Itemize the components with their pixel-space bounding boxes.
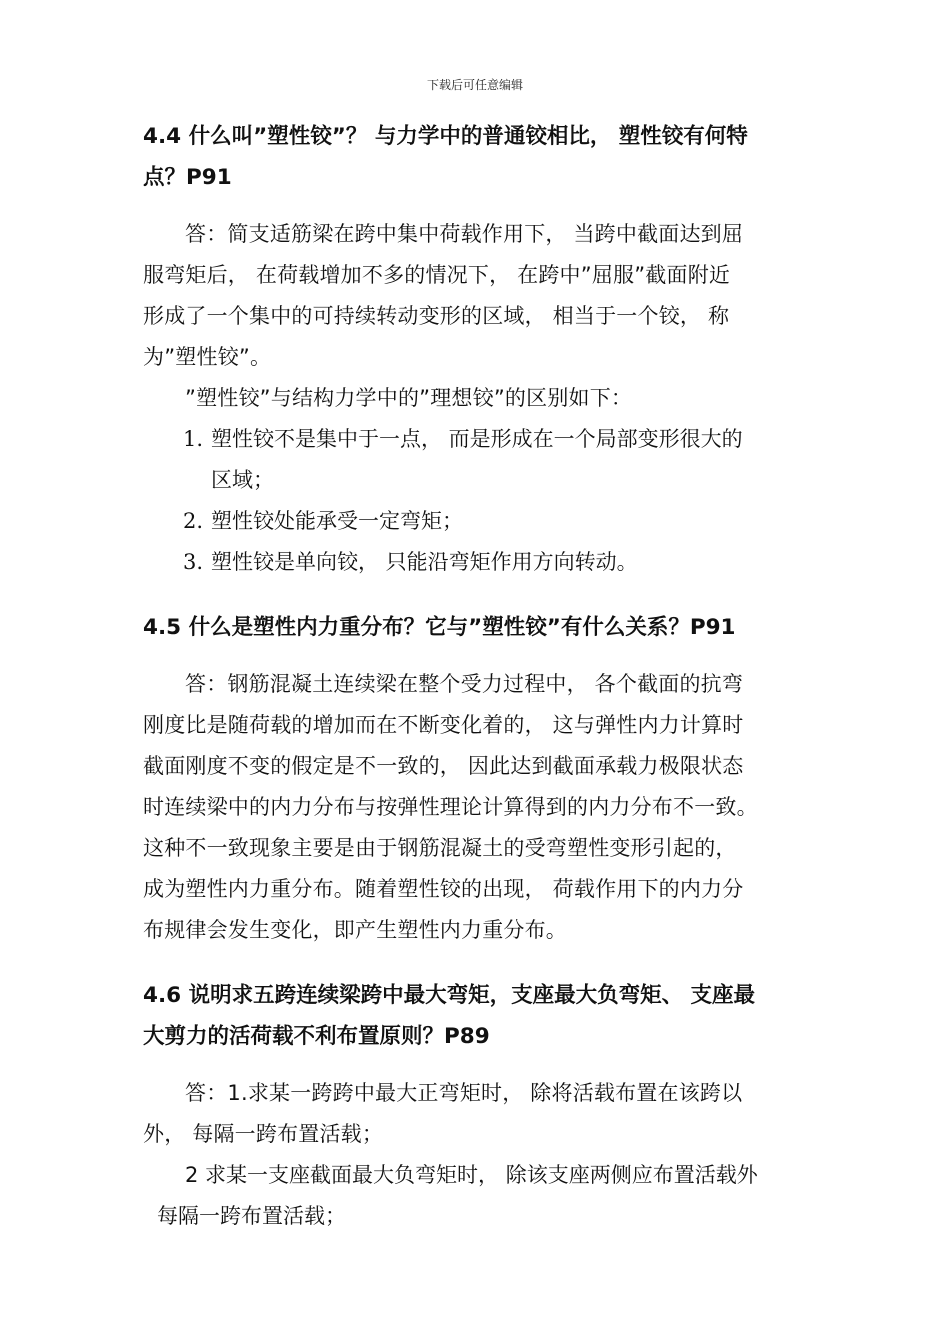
list-number: 1. xyxy=(183,427,204,451)
list-text: 塑性铰是单向铰， 只能沿弯矩作用方向转动。 xyxy=(211,550,638,574)
difference-intro: ”塑性铰”与结构力学中的”理想铰”的区别如下： xyxy=(185,386,633,410)
answer-line: 截面刚度不变的假定是不一致的， 因此达到截面承载力极限状态 xyxy=(143,754,744,778)
list-item-continuation xyxy=(143,460,823,501)
answer-line: 外， 每隔一跨布置活载； xyxy=(143,1122,384,1146)
section-4-4 xyxy=(143,116,823,583)
list-item xyxy=(143,419,823,460)
list-text: 塑性铰不是集中于一点， 而是形成在一个局部变形很大的 xyxy=(211,427,743,451)
answer-line: 为”塑性铰”。 xyxy=(143,345,272,369)
section-4-6 xyxy=(143,975,823,1237)
answer-line: 答：简支适筋梁在跨中集中荷载作用下， 当跨中截面达到屈 xyxy=(185,222,744,246)
difference-list xyxy=(143,419,823,583)
answer-line: 时连续梁中的内力分布与按弹性理论计算得到的内力分布不一致。 xyxy=(143,795,758,819)
question-title-4-4-line2: 点？P91 xyxy=(143,165,232,190)
answer-line: 形成了一个集中的可持续转动变形的区域， 相当于一个铰， 称 xyxy=(143,304,730,328)
answer-line: 成为塑性内力重分布。随着塑性铰的出现， 荷载作用下的内力分 xyxy=(143,877,744,901)
answer-line: 布规律会发生变化，即产生塑性内力重分布。 xyxy=(143,918,567,942)
answer-line: 刚度比是随荷载的增加而在不断变化着的， 这与弹性内力计算时 xyxy=(143,713,744,737)
answer-4-6 xyxy=(143,1073,823,1237)
list-number: 2. xyxy=(183,509,204,533)
document-body xyxy=(143,112,823,1237)
answer-4-5 xyxy=(143,664,823,951)
list-text: 区域； xyxy=(211,468,274,492)
question-title-4-6-line2: 大剪力的活荷载不利布置原则？P89 xyxy=(143,1024,490,1049)
question-title-4-6-line1: 4.6 说明求五跨连续梁跨中最大弯矩，支座最大负弯矩、 支座最 xyxy=(143,983,756,1008)
rule-2-line2: 每隔一跨布置活载； xyxy=(157,1204,346,1228)
list-item xyxy=(143,542,823,583)
answer-4-4 xyxy=(143,214,823,583)
question-title-4-4-line1: 4.4 什么叫”塑性铰”？ 与力学中的普通铰相比， 塑性铰有何特 xyxy=(143,124,748,149)
list-text: 塑性铰处能承受一定弯矩； xyxy=(211,509,463,533)
list-number: 3. xyxy=(183,550,204,574)
list-item xyxy=(143,501,823,542)
answer-line: 答：钢筋混凝土连续梁在整个受力过程中， 各个截面的抗弯 xyxy=(185,672,744,696)
rule-2-line1: 2 求某一支座截面最大负弯矩时， 除该支座两侧应布置活载外 xyxy=(185,1163,758,1187)
answer-line: 这种不一致现象主要是由于钢筋混凝土的受弯塑性变形引起的， xyxy=(143,836,737,860)
answer-line: 服弯矩后， 在荷载增加不多的情况下， 在跨中”屈服”截面附近 xyxy=(143,263,731,287)
answer-line: 答：1.求某一跨跨中最大正弯矩时， 除将活载布置在该跨以 xyxy=(185,1081,743,1105)
question-title-4-5: 4.5 什么是塑性内力重分布？它与”塑性铰”有什么关系？P91 xyxy=(143,615,736,640)
section-4-5 xyxy=(143,607,823,951)
header-note: 下载后可任意编辑 xyxy=(426,78,523,92)
